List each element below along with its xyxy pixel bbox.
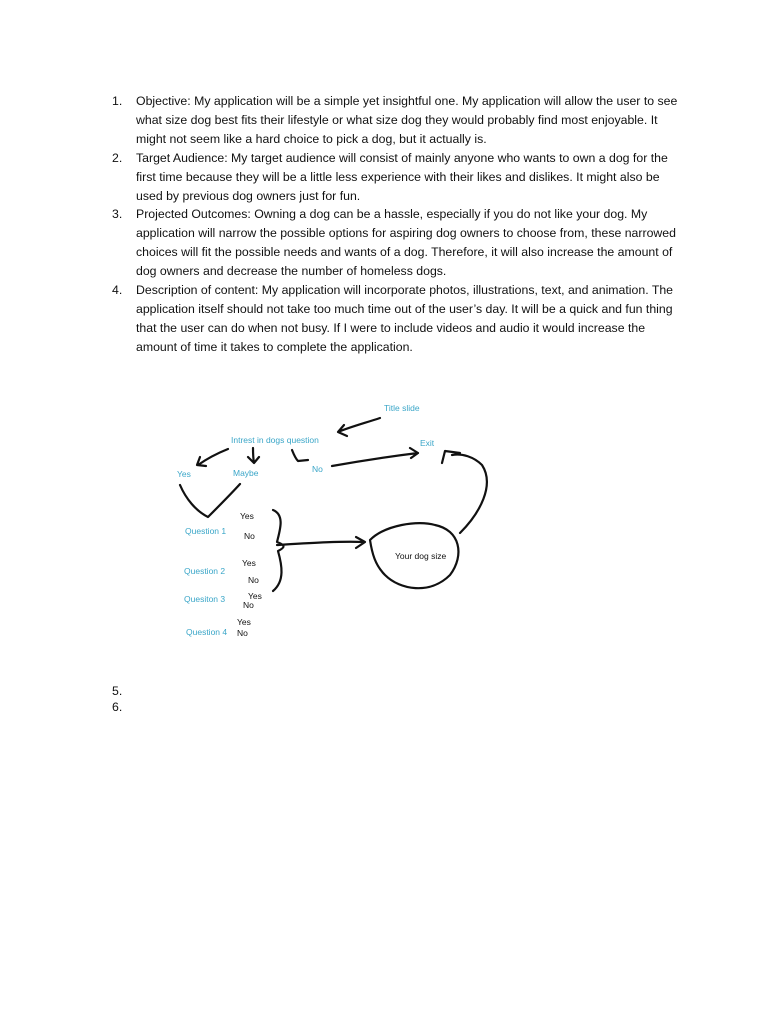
merge-yes-maybe bbox=[180, 484, 240, 517]
return-arrow-dog-size-to-exit bbox=[442, 451, 487, 533]
label-q4-no: No bbox=[237, 628, 248, 638]
label-q1-yes: Yes bbox=[240, 511, 254, 521]
list-text: Projected Outcomes: Owning a dog can be a hassle, especially if you do not like your dog. My application will narrow the possible options for aspiring dog owners to choose from, these narrowed choices will fit the possible needs and wants of a dog. Therefore, it will also increase the amount of dog owners and decrease the number of homeless dogs. bbox=[136, 207, 676, 279]
arrow-title-to-question bbox=[338, 418, 380, 436]
label-maybe: Maybe bbox=[233, 468, 259, 478]
label-q3-no: No bbox=[243, 600, 254, 610]
list-number: 1. bbox=[112, 94, 123, 108]
label-yes: Yes bbox=[177, 469, 191, 479]
label-title-slide: Title slide bbox=[384, 403, 420, 413]
label-your-dog-size: Your dog size bbox=[395, 551, 447, 561]
list-item-description-of-content bbox=[108, 281, 680, 357]
label-interest-question: Intrest in dogs question bbox=[231, 435, 319, 445]
list-item-projected-outcomes bbox=[108, 205, 680, 281]
list-text: Description of content: My application will incorporate photos, illustrations, text, and animation. The application itself should not take too much time out of the user’s day. It will be a quick and fun thing that the user can do when not busy. If I were to include videos and audio it would increase the amount of time it takes to complete the application. bbox=[136, 283, 674, 354]
list-text: Objective: My application will be a simple yet insightful one. My application will allow the user to see what size dog best fits their lifestyle or what size dog they would probably find most enjoyable. It might not seem like a hard choice to pick a dog, but it actually is. bbox=[136, 94, 678, 146]
label-no: No bbox=[312, 464, 323, 474]
list-number: 4. bbox=[112, 283, 123, 298]
arrow-question-to-yes bbox=[197, 449, 228, 466]
label-q3-yes: Yes bbox=[248, 591, 262, 601]
numbered-list bbox=[108, 92, 680, 357]
list-number: 2. bbox=[112, 150, 123, 165]
arrow-question-to-maybe bbox=[248, 448, 259, 463]
bracket-questions bbox=[273, 510, 284, 591]
label-question-2: Question 2 bbox=[184, 566, 226, 576]
label-exit: Exit bbox=[420, 438, 435, 448]
list-item-target-audience bbox=[108, 149, 680, 206]
list-number: 3. bbox=[112, 207, 123, 222]
label-question-1: Question 1 bbox=[185, 526, 227, 536]
label-q2-yes: Yes bbox=[242, 558, 256, 568]
empty-list-item-6: 6. bbox=[112, 700, 123, 714]
flow-sketch-diagram bbox=[160, 385, 520, 655]
empty-list-item-5: 5. bbox=[112, 684, 123, 698]
arrow-to-dog-size bbox=[277, 537, 365, 548]
list-item-objective bbox=[108, 92, 680, 149]
list-text: Target Audience: My target audience will consist of mainly anyone who wants to own a dog for the first time because they will be a little less experience with their likes and dislikes. It might also be used by previous dog owners just for fun. bbox=[136, 150, 668, 203]
label-question-4: Question 4 bbox=[186, 627, 228, 637]
label-q2-no: No bbox=[248, 575, 259, 585]
label-q1-no: No bbox=[244, 531, 255, 541]
arrow-no-to-exit bbox=[332, 448, 418, 466]
label-q4-yes: Yes bbox=[237, 617, 251, 627]
arrow-question-to-no bbox=[292, 450, 308, 461]
label-question-3: Quesiton 3 bbox=[184, 594, 226, 604]
